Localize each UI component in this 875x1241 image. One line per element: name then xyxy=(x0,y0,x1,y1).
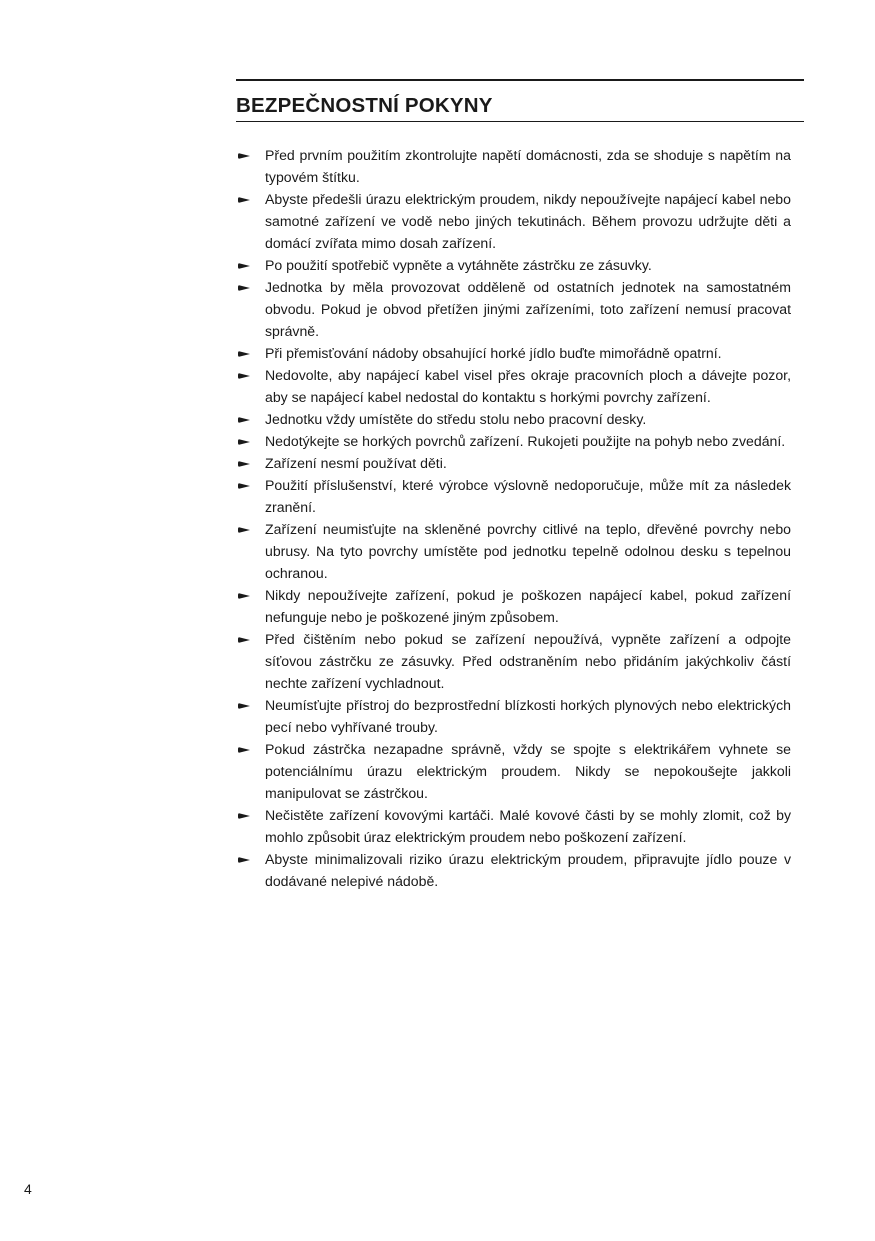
bullet-arrow-icon xyxy=(238,285,250,291)
bullet-arrow-icon xyxy=(238,593,250,599)
bullet-arrow-icon xyxy=(238,439,250,445)
bullet-arrow-icon xyxy=(238,153,250,159)
list-item-text: Jednotka by měla provozovat odděleně od ostatních jednotek na samostatném obvodu. Pokud je obvod přetížen jinými zařízeními, toto zařízení nemusí pracovat správně. xyxy=(265,279,791,339)
list-item-text: Použití příslušenství, které výrobce výslovně nedoporučuje, může mít za následek zranění. xyxy=(265,477,791,515)
list-item xyxy=(236,738,791,804)
bullet-arrow-icon xyxy=(238,527,250,533)
bullet-arrow-icon xyxy=(238,747,250,753)
list-item-text: Abyste minimalizovali riziko úrazu elektrickým proudem, připravujte jídlo pouze v dodávané nelepivé nádobě. xyxy=(265,851,791,889)
list-item xyxy=(236,848,791,892)
list-item xyxy=(236,628,791,694)
list-item-text: Nečistěte zařízení kovovými kartáči. Malé kovové části by se mohly zlomit, což by mohlo způsobit úraz elektrickým proudem nebo poškození zařízení. xyxy=(265,807,791,845)
list-item-text: Před čištěním nebo pokud se zařízení nepoužívá, vypněte zařízení a odpojte síťovou zástrčku ze zásuvky. Před odstraněním nebo přidáním jakýchkoliv částí nechte zařízení vychladnout. xyxy=(265,631,791,691)
list-item xyxy=(236,474,791,518)
safety-instructions-list xyxy=(236,144,791,892)
bullet-arrow-icon xyxy=(238,197,250,203)
list-item xyxy=(236,188,791,254)
list-item-text: Zařízení nesmí používat děti. xyxy=(265,455,447,471)
list-item-text: Před prvním použitím zkontrolujte napětí domácnosti, zda se shoduje s napětím na typovém štítku. xyxy=(265,147,791,185)
list-item-text: Jednotku vždy umístěte do středu stolu nebo pracovní desky. xyxy=(265,411,647,427)
list-item xyxy=(236,584,791,628)
bullet-arrow-icon xyxy=(238,373,250,379)
section-title: BEZPEČNOSTNÍ POKYNY xyxy=(236,93,804,122)
page-number: 4 xyxy=(24,1181,32,1197)
list-item-text: Po použití spotřebič vypněte a vytáhněte zástrčku ze zásuvky. xyxy=(265,257,652,273)
bullet-arrow-icon xyxy=(238,417,250,423)
list-item-text: Pokud zástrčka nezapadne správně, vždy se spojte s elektrikářem vyhnete se potenciálnímu úrazu elektrickým proudem. Nikdy se nepokoušejte jakkoli manipulovat se zástrčkou. xyxy=(265,741,791,801)
list-item-text: Zařízení neumisťujte na skleněné povrchy citlivé na teplo, dřevěné povrchy nebo ubrusy. Na tyto povrchy umístěte pod jednotku tepelně odolnou desku s tepelnou ochranou. xyxy=(265,521,791,581)
list-item xyxy=(236,518,791,584)
list-item xyxy=(236,276,791,342)
list-item xyxy=(236,342,791,364)
bullet-arrow-icon xyxy=(238,703,250,709)
list-item xyxy=(236,408,791,430)
bullet-arrow-icon xyxy=(238,263,250,269)
list-item xyxy=(236,694,791,738)
list-item xyxy=(236,804,791,848)
bullet-arrow-icon xyxy=(238,351,250,357)
list-item xyxy=(236,430,791,452)
list-item xyxy=(236,144,791,188)
list-item xyxy=(236,364,791,408)
bullet-arrow-icon xyxy=(238,461,250,467)
bullet-arrow-icon xyxy=(238,857,250,863)
bullet-arrow-icon xyxy=(238,637,250,643)
list-item-text: Neumísťujte přístroj do bezprostřední blízkosti horkých plynových nebo elektrických pecí nebo vyhřívané trouby. xyxy=(265,697,791,735)
top-divider xyxy=(236,79,804,81)
list-item xyxy=(236,452,791,474)
list-item-text: Nikdy nepoužívejte zařízení, pokud je poškozen napájecí kabel, pokud zařízení nefunguje nebo je poškozené jiným způsobem. xyxy=(265,587,791,625)
bullet-arrow-icon xyxy=(238,813,250,819)
list-item xyxy=(236,254,791,276)
list-item-text: Abyste předešli úrazu elektrickým proudem, nikdy nepoužívejte napájecí kabel nebo samotné zařízení ve vodě nebo jiných tekutinách. Během provozu udržujte děti a domácí zvířata mimo dosah zařízení. xyxy=(265,191,791,251)
bullet-arrow-icon xyxy=(238,483,250,489)
list-item-text: Nedovolte, aby napájecí kabel visel přes okraje pracovních ploch a dávejte pozor, aby se napájecí kabel nedostal do kontaktu s horkými povrchy zařízení. xyxy=(265,367,791,405)
list-item-text: Nedotýkejte se horkých povrchů zařízení. Rukojeti použijte na pohyb nebo zvedání. xyxy=(265,433,786,449)
list-item-text: Při přemisťování nádoby obsahující horké jídlo buďte mimořádně opatrní. xyxy=(265,345,722,361)
safety-section xyxy=(236,79,804,892)
